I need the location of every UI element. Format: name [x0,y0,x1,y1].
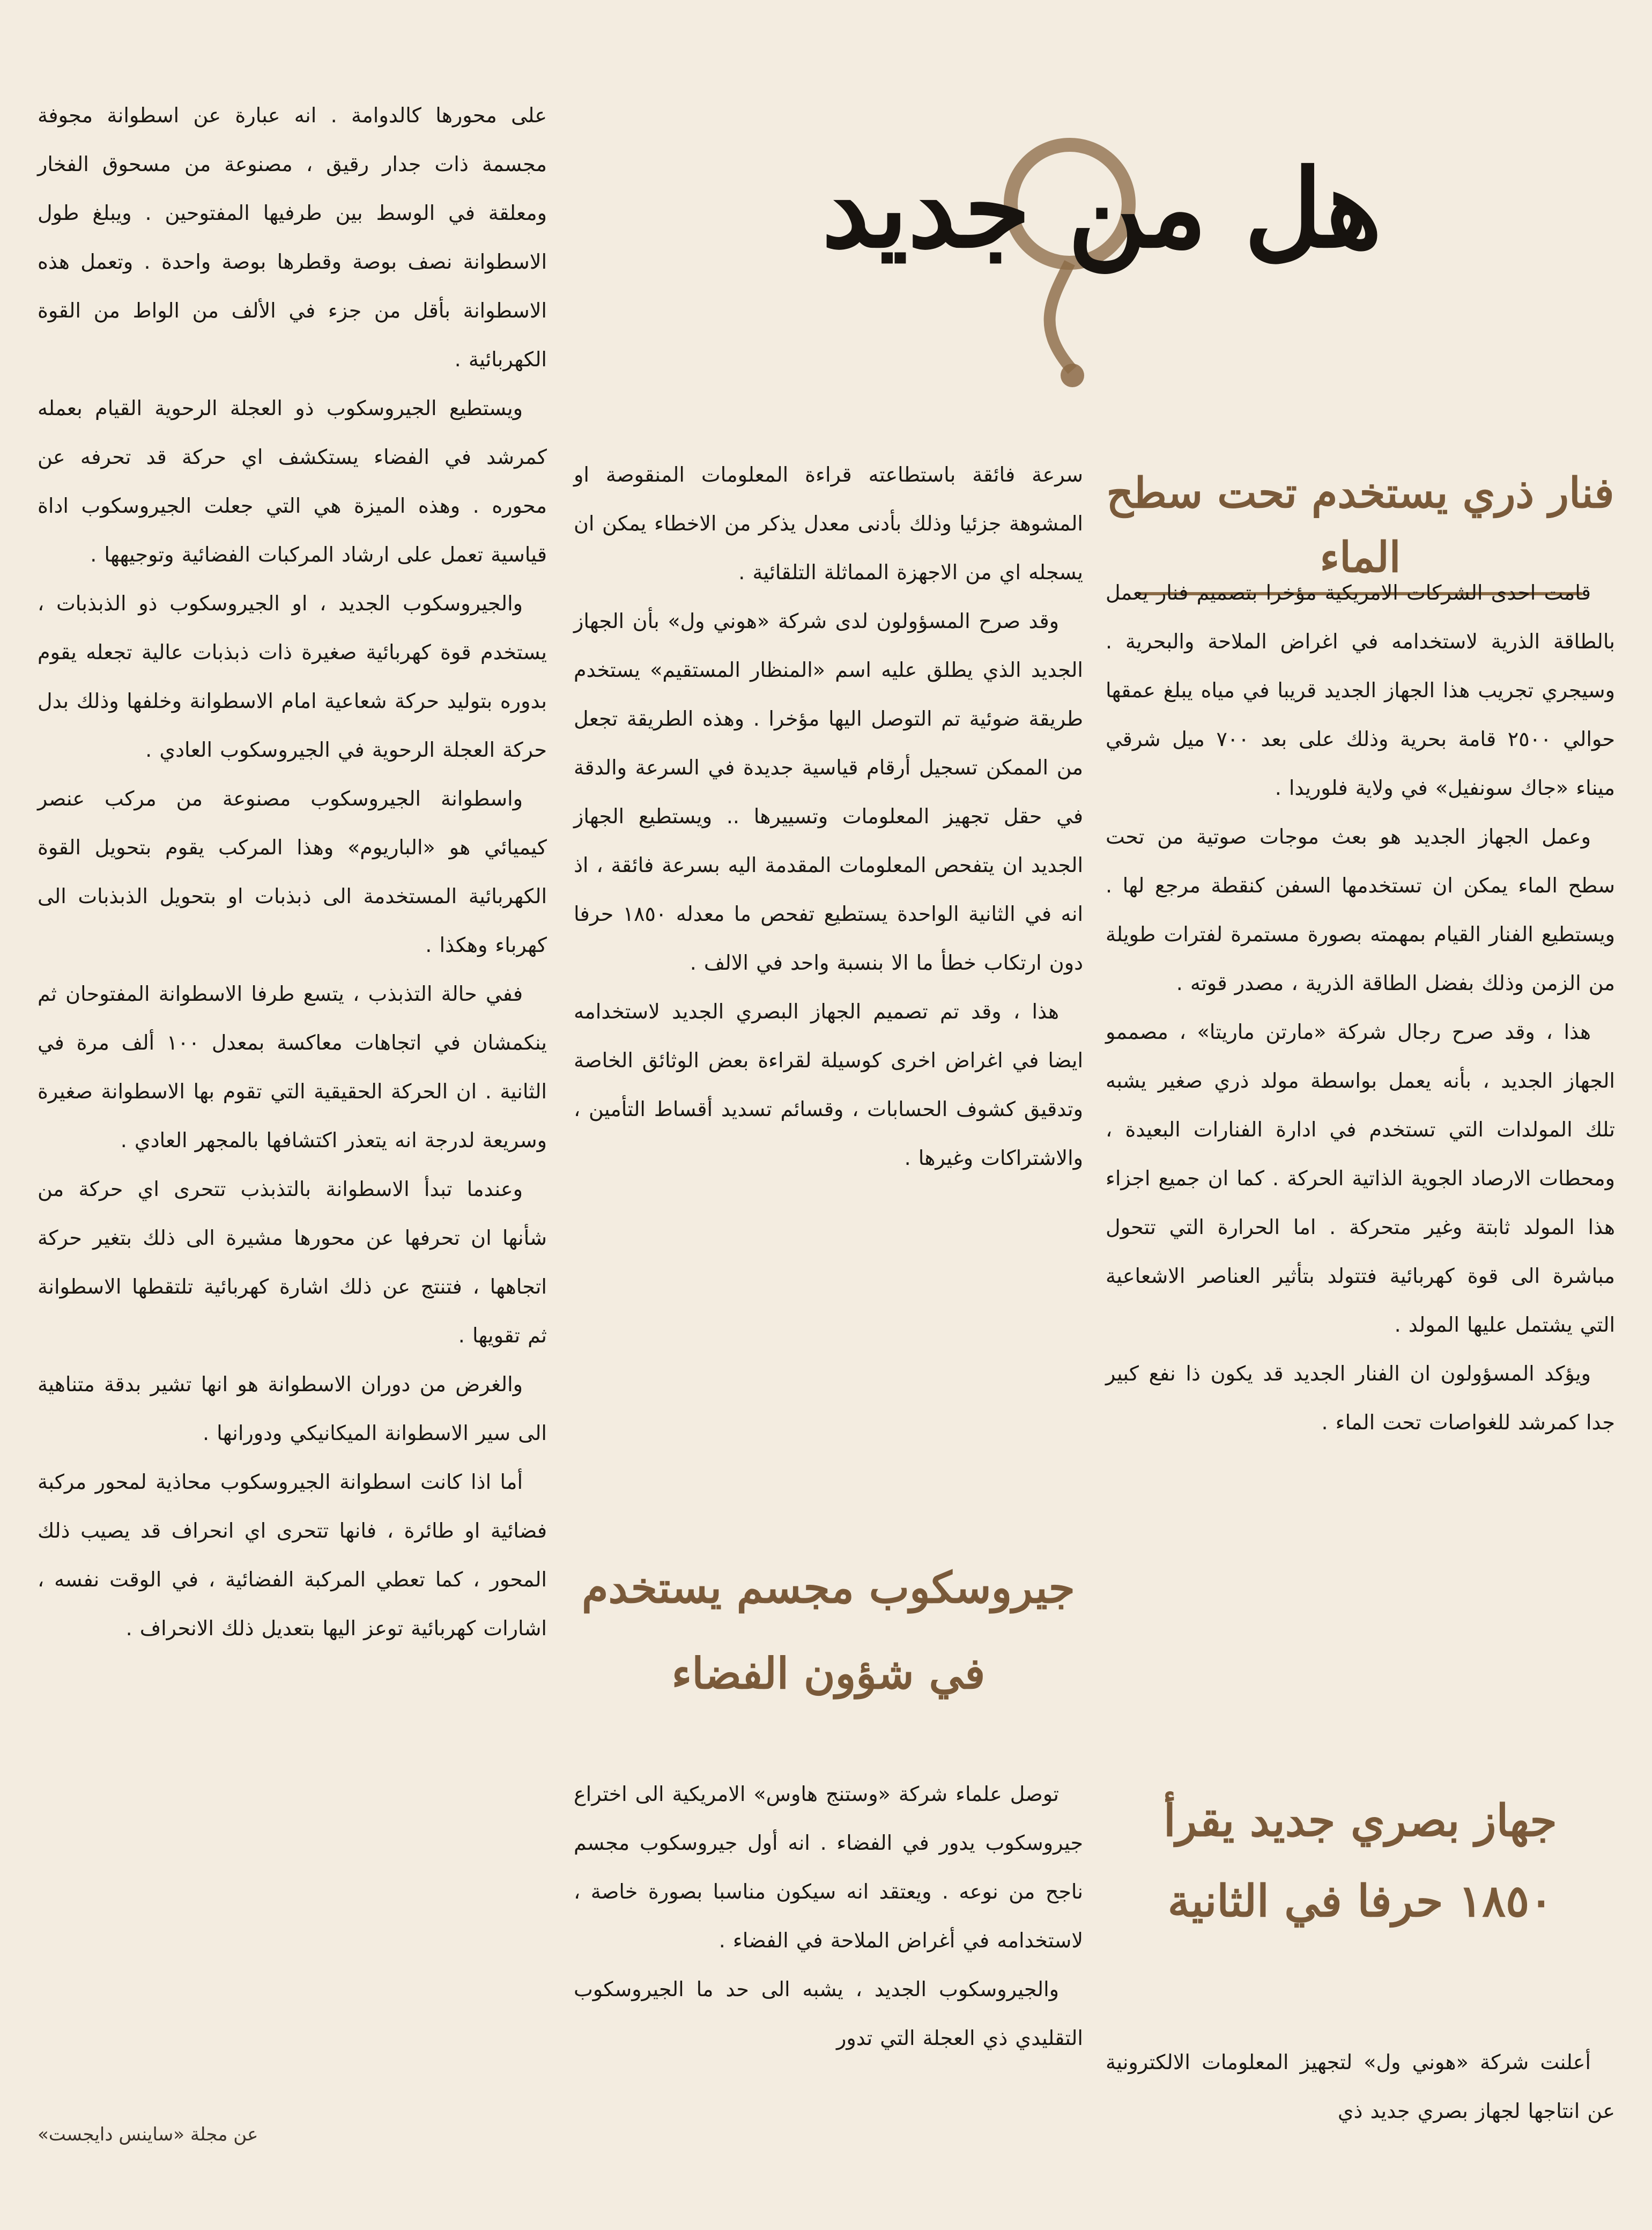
gyro-paragraph: توصل علماء شركة «وستنج هاوس» الامريكية الى اختراع جيروسكوب يدور في الفضاء . انه أول جيروسكوب مجسم ناجح من نوعه . ويعتقد انه سيكون مناسبا بصورة خاصة ، لاستخدامه في أغراض الملاحة في الفضاء . [574,1782,1083,1952]
gyro-paragraph: والجيروسكوب الجديد ، او الجيروسكوب ذو الذبذبات ، يستخدم قوة كهربائية صغيرة ذات ذبذبات عالية تجعله يقوم بدوره بتوليد حركة شعاعية امام الاسطوانة وخلفها وذلك بدل حركة العجلة الرحوية في الجيروسكوب العادي . [38,592,547,762]
gyro-paragraph: واسطوانة الجيروسكوب مصنوعة من مركب عنصر كيميائي هو «الباريوم» وهذا المركب يقوم بتحويل القوة الكهربائية المستخدمة الى ذبذبات او بتحويل الذبذبات الى كهرباء وهكذا . [38,787,547,957]
source-credit: عن مجلة «ساينس دايجست» [38,2124,258,2145]
gyro-paragraph: وعندما تبدأ الاسطوانة بالتذبذب تتحرى اي حركة من شأنها ان تحرفها عن محورها مشيرة الى ذلك بتغير حركة اتجاهها ، فتنتج عن ذلك اشارة كهربائية تلتقطها الاسطوانة ثم تقويها . [38,1177,547,1347]
gyro-article-start [574,1770,1083,2063]
gyro-paragraph: ففي حالة التذبذب ، يتسع طرفا الاسطوانة المفتوحان ثم ينكمشان في اتجاهات معاكسة بمعدل ١٠٠ ألف مرة في الثانية . ان الحركة الحقيقية التي تقوم بها الاسطوانة صغيرة وسريعة لدرجة انه يتعذر اكتشافها بالمجهر العادي . [38,982,547,1152]
gyro-paragraph: والغرض من دوران الاسطوانة هو انها تشير بدقة متناهية الى سير الاسطوانة الميكانيكي ودورانها . [38,1372,547,1445]
optical-article-continued [574,451,1083,1183]
gyro-paragraph: ويستطيع الجيروسكوب ذو العجلة الرحوية القيام بعمله كمرشد في الفضاء يستكشف اي حركة قد تحرفه عن محوره . وهذه الميزة هي التي جعلت الجيروسكوب اداة قياسية تعمل على ارشاد المركبات الفضائية وتوجيهها . [38,396,547,566]
optical-paragraph: سرعة فائقة باستطاعته قراءة المعلومات المنقوصة او المشوهة جزئيا وذلك بأدنى معدل يذكر من الاخطاء يمكن ان يسجله اي من الاجهزة المماثلة التلقائية . [574,463,1083,584]
optical-heading-line2: ١٨٥٠ حرفا في الثانية [1167,1875,1553,1927]
optical-heading [1106,1781,1615,1941]
gyro-heading-line1: جيروسكوب مجسم يستخدم [582,1562,1075,1613]
gyro-paragraph: والجيروسكوب الجديد ، يشبه الى حد ما الجيروسكوب التقليدي ذي العجلة التي تدور [574,1977,1083,2050]
optical-paragraph: وقد صرح المسؤولون لدى شركة «هوني ول» بأن الجهاز الجديد الذي يطلق عليه اسم «المنظار المستقيم» يستخدم طريقة ضوئية تم التوصل اليها مؤخرا . وهذه الطريقة تجعل من الممكن تسجيل أرقام قياسية جديدة في السرعة والدقة في حقل تجهيز المعلومات وتسييرها .. ويستطيع الجهاز الجديد ان يتفحص المعلومات المقدمة اليه بسرعة فائقة ، اذ انه في الثانية الواحدة يستطيع تفحص ما معدله ١٨٥٠ حرفا دون ارتكاب خطأ ما الا بنسبة واحد في الالف . [574,609,1083,974]
optical-article-start [1106,2038,1615,2136]
gyro-paragraph: أما اذا كانت اسطوانة الجيروسكوب محاذية لمحور مركبة فضائية او طائرة ، فانها تتحرى اي انحراف قد يصيب ذلك المحور ، كما تعطي المركبة الفضائية ، في الوقت نفسه ، اشارات كهربائية توعز اليها بتعديل ذلك الانحراف . [38,1470,547,1640]
gyro-heading-line2: في شؤون الفضاء [671,1648,986,1699]
lamp-article-body [1106,568,1615,1447]
gyro-heading [574,1545,1083,1716]
optical-heading-line1: جهاز بصري جديد يقرأ [1164,1795,1557,1847]
lamp-paragraph: قامت احدى الشركات الامريكية مؤخرا بتصميم فنار يعمل بالطاقة الذرية لاستخدامه في اغراض الملاحة والبحرية . وسيجري تجريب هذا الجهاز الجديد قريبا في مياه يبلغ عمقها حوالي ٢٥٠٠ قامة بحرية وذلك على بعد ٧٠٠ ميل شرقي ميناء «جاك سونفيل» في ولاية فلوريدا . [1106,581,1615,800]
lamp-heading-text: فنار ذري يستخدم تحت سطح الماء [1106,469,1614,582]
optical-paragraph: أعلنت شركة «هوني ول» لتجهيز المعلومات الالكترونية عن انتاجها لجهاز بصري جديد ذي [1106,2050,1615,2123]
masthead-title: هل من جديد [821,146,1382,272]
optical-paragraph: هذا ، وقد تم تصميم الجهاز البصري الجديد لاستخدامه ايضا في اغراض اخرى كوسيلة لقراءة بعض الوثائق الخاصة وتدقيق كشوف الحسابات ، وقسائم تسديد أقساط التأمين ، والاشتراكات وغيرها . [574,1000,1083,1170]
gyro-article-continued [38,91,547,1653]
gyro-paragraph: على محورها كالدوامة . انه عبارة عن اسطوانة مجوفة مجسمة ذات جدار رقيق ، مصنوعة من مسحوق الفخار ومعلقة في الوسط بين طرفيها المفتوحين . ويبلغ طول الاسطوانة نصف بوصة وقطرها بوصة واحدة . وتعمل هذه الاسطوانة بأقل من جزء في الألف من الواط من القوة الكهربائية . [38,104,547,371]
lamp-paragraph: هذا ، وقد صرح رجال شركة «مارتن ماريتا» ، مصممو الجهاز الجديد ، بأنه يعمل بواسطة مولد ذري صغير يشبه تلك المولدات التي تستخدم في ادارة الفنارات البعيدة ، ومحطات الارصاد الجوية الذاتية الحركة . كما ان جميع اجزاء هذا المولد ثابتة وغير متحركة . اما الحرارة التي تتحول مباشرة الى قوة كهربائية فتتولد بتأثير العناصر الاشعاعية التي يشتمل عليها المولد . [1106,1020,1615,1336]
masthead [772,70,1432,392]
lamp-paragraph: ويؤكد المسؤولون ان الفنار الجديد قد يكون ذا نفع كبير جدا كمرشد للغواصات تحت الماء . [1106,1362,1615,1434]
lamp-paragraph: وعمل الجهاز الجديد هو بعث موجات صوتية من تحت سطح الماء يمكن ان تستخدمها السفن كنقطة مرجع لها . ويستطيع الفنار القيام بمهمته بصورة مستمرة لفترات طويلة من الزمن وذلك بفضل الطاقة الذرية ، مصدر قوته . [1106,825,1615,995]
